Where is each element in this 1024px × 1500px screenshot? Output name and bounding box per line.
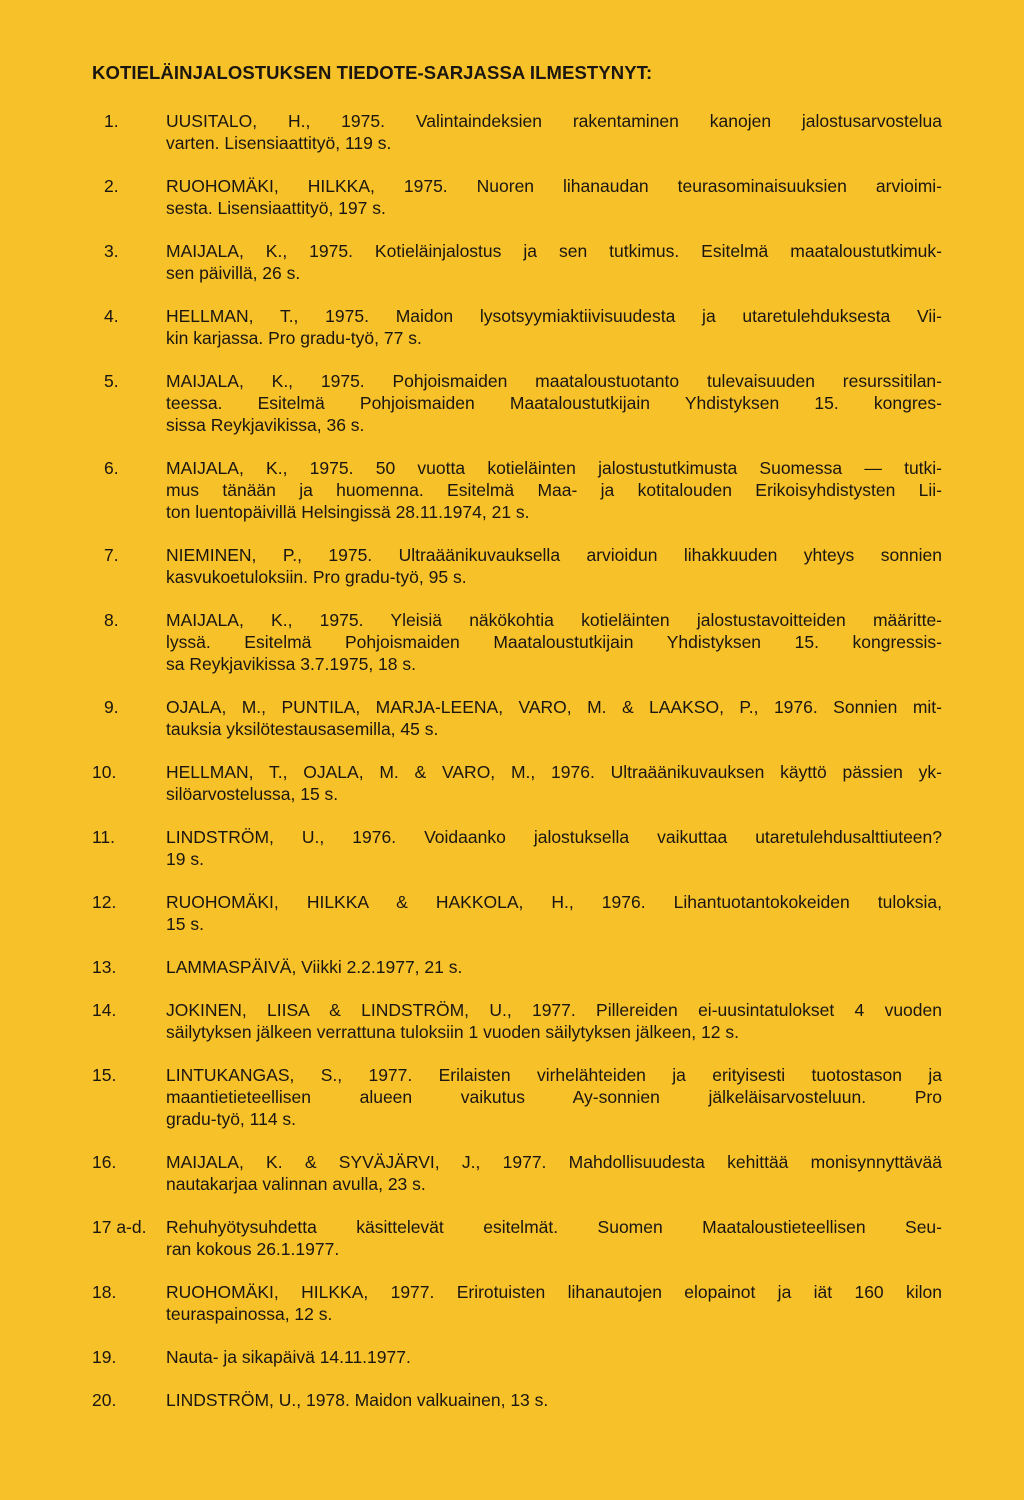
list-item: [92, 305, 942, 349]
entry-text-line: RUOHOMÄKI, HILKKA, 1977. Erirotuisten lihanautojen elopainot ja iät 160 kilon: [166, 1282, 942, 1302]
entry-number: 15.: [92, 1065, 117, 1085]
entry-number: 1.: [104, 111, 119, 131]
entry-text-line: teuraspainossa, 12 s.: [166, 1304, 333, 1324]
entry-text-line: Nauta- ja sikapäivä 14.11.1977.: [166, 1347, 411, 1367]
entry-text-line: JOKINEN, LIISA & LINDSTRÖM, U., 1977. Pillereiden ei-uusintatulokset 4 vuoden: [166, 1000, 942, 1020]
entry-number: 4.: [104, 306, 119, 326]
entry-text-line: gradu-työ, 114 s.: [166, 1109, 297, 1129]
entry-text-line: HELLMAN, T., 1975. Maidon lysotsyymiaktiivisuudesta ja utaretulehduksesta Vii-: [166, 306, 942, 326]
list-item: [92, 826, 942, 870]
entry-number: 12.: [92, 892, 117, 912]
list-item: [92, 1064, 942, 1130]
entry-number: 20.: [92, 1390, 117, 1410]
entry-text-line: sen päivillä, 26 s.: [166, 263, 301, 283]
entry-text-line: RUOHOMÄKI, HILKKA & HAKKOLA, H., 1976. Lihantuotantokokeiden tuloksia,: [166, 892, 942, 912]
list-item: [92, 240, 942, 284]
list-item: [92, 1151, 942, 1195]
entry-number: 13.: [92, 957, 117, 977]
entry-text-line: tauksia yksilötestausasemilla, 45 s.: [166, 719, 439, 739]
entry-text-line: LINDSTRÖM, U., 1978. Maidon valkuainen, 13 s.: [166, 1390, 549, 1410]
entry-number: 16.: [92, 1152, 117, 1172]
entry-text-line: MAIJALA, K., 1975. Yleisiä näkökohtia kotieläinten jalostustavoitteiden määritte-: [166, 610, 942, 630]
entry-text-line: maantietieteellisen alueen vaikutus Ay-sonnien jälkeläisarvosteluun. Pro: [166, 1087, 942, 1107]
page-heading: KOTIELÄINJALOSTUKSEN TIEDOTE-SARJASSA ILMESTYNYT:: [92, 62, 653, 83]
entry-text-line: kasvukoetuloksiin. Pro gradu-työ, 95 s.: [166, 567, 467, 587]
entry-text-line: NIEMINEN, P., 1975. Ultraäänikuvauksella arvioidun lihakkuuden yhteys sonnien: [166, 545, 942, 565]
list-item: [92, 1389, 942, 1411]
entry-text-line: LAMMASPÄIVÄ, Viikki 2.2.1977, 21 s.: [166, 957, 463, 977]
entry-text-line: LINDSTRÖM, U., 1976. Voidaanko jalostuksella vaikuttaa utaretulehdusalttiuteen?: [166, 827, 942, 847]
entry-text-line: 19 s.: [166, 849, 204, 869]
entry-text-line: varten. Lisensiaattityö, 119 s.: [166, 133, 392, 153]
list-item: [92, 1216, 942, 1260]
entry-text-line: säilytyksen jälkeen verrattuna tuloksiin 1 vuoden säilytyksen jälkeen, 12 s.: [166, 1022, 739, 1042]
list-item: [92, 999, 942, 1043]
publication-list: [92, 110, 942, 1432]
list-item: [92, 457, 942, 523]
list-item: [92, 544, 942, 588]
entry-number: 19.: [92, 1347, 117, 1367]
entry-text-line: Rehuhyötysuhdetta käsittelevät esitelmät. Suomen Maataloustieteellisen Seu-: [166, 1217, 942, 1237]
list-item: [92, 696, 942, 740]
entry-text-line: silöarvostelussa, 15 s.: [166, 784, 339, 804]
entry-number: 18.: [92, 1282, 117, 1302]
entry-text-line: sissa Reykjavikissa, 36 s.: [166, 415, 365, 435]
entry-number: 11.: [92, 827, 116, 847]
entry-text-line: sesta. Lisensiaattityö, 197 s.: [166, 198, 386, 218]
entry-number: 14.: [92, 1000, 117, 1020]
entry-text-line: sa Reykjavikissa 3.7.1975, 18 s.: [166, 654, 416, 674]
entry-text-line: MAIJALA, K. & SYVÄJÄRVI, J., 1977. Mahdollisuudesta kehittää monisynnyttävää: [166, 1152, 942, 1172]
entry-number: 3.: [104, 241, 119, 261]
list-item: [92, 175, 942, 219]
list-item: [92, 891, 942, 935]
entry-text-line: teessa. Esitelmä Pohjoismaiden Maataloustutkijain Yhdistyksen 15. kongres-: [166, 393, 942, 413]
entry-text-line: HELLMAN, T., OJALA, M. & VARO, M., 1976. Ultraäänikuvauksen käyttö pässien yk-: [166, 762, 942, 782]
entry-text-line: lyssä. Esitelmä Pohjoismaiden Maataloustutkijain Yhdistyksen 15. kongressis-: [166, 632, 942, 652]
list-item: [92, 1281, 942, 1325]
entry-number: 10.: [92, 762, 117, 782]
entry-number: 9.: [104, 697, 119, 717]
entry-text-line: OJALA, M., PUNTILA, MARJA-LEENA, VARO, M. & LAAKSO, P., 1976. Sonnien mit-: [166, 697, 942, 717]
list-item: [92, 110, 942, 154]
entry-text-line: nautakarjaa valinnan avulla, 23 s.: [166, 1174, 426, 1194]
entry-number: 6.: [104, 458, 119, 478]
entry-text-line: ton luentopäivillä Helsingissä 28.11.1974, 21 s.: [166, 502, 530, 522]
entry-text-line: LINTUKANGAS, S., 1977. Erilaisten virhelähteiden ja erityisesti tuotostason ja: [166, 1065, 942, 1085]
entry-text-line: MAIJALA, K., 1975. Kotieläinjalostus ja sen tutkimus. Esitelmä maataloustutkimuk-: [166, 241, 942, 261]
entry-text-line: MAIJALA, K., 1975. 50 vuotta kotieläinten jalostustutkimusta Suomessa — tutki-: [166, 458, 942, 478]
entry-text-line: UUSITALO, H., 1975. Valintaindeksien rakentaminen kanojen jalostusarvostelua: [166, 111, 942, 131]
list-item: [92, 956, 942, 978]
list-item: [92, 609, 942, 675]
list-item: [92, 761, 942, 805]
entry-number: 17 a-d.: [92, 1217, 147, 1237]
entry-text-line: MAIJALA, K., 1975. Pohjoismaiden maataloustuotanto tulevaisuuden resurssitilan-: [166, 371, 942, 391]
entry-number: 2.: [104, 176, 119, 196]
list-item: [92, 1346, 942, 1368]
entry-number: 5.: [104, 371, 119, 391]
entry-text-line: ran kokous 26.1.1977.: [166, 1239, 340, 1259]
list-item: [92, 370, 942, 436]
entry-text-line: RUOHOMÄKI, HILKKA, 1975. Nuoren lihanaudan teurasominaisuuksien arvioimi-: [166, 176, 942, 196]
entry-number: 8.: [104, 610, 119, 630]
entry-text-line: mus tänään ja huomenna. Esitelmä Maa- ja kotitalouden Erikoisyhdistysten Lii-: [166, 480, 942, 500]
entry-text-line: 15 s.: [166, 914, 204, 934]
entry-text-line: kin karjassa. Pro gradu-työ, 77 s.: [166, 328, 422, 348]
entry-number: 7.: [104, 545, 119, 565]
